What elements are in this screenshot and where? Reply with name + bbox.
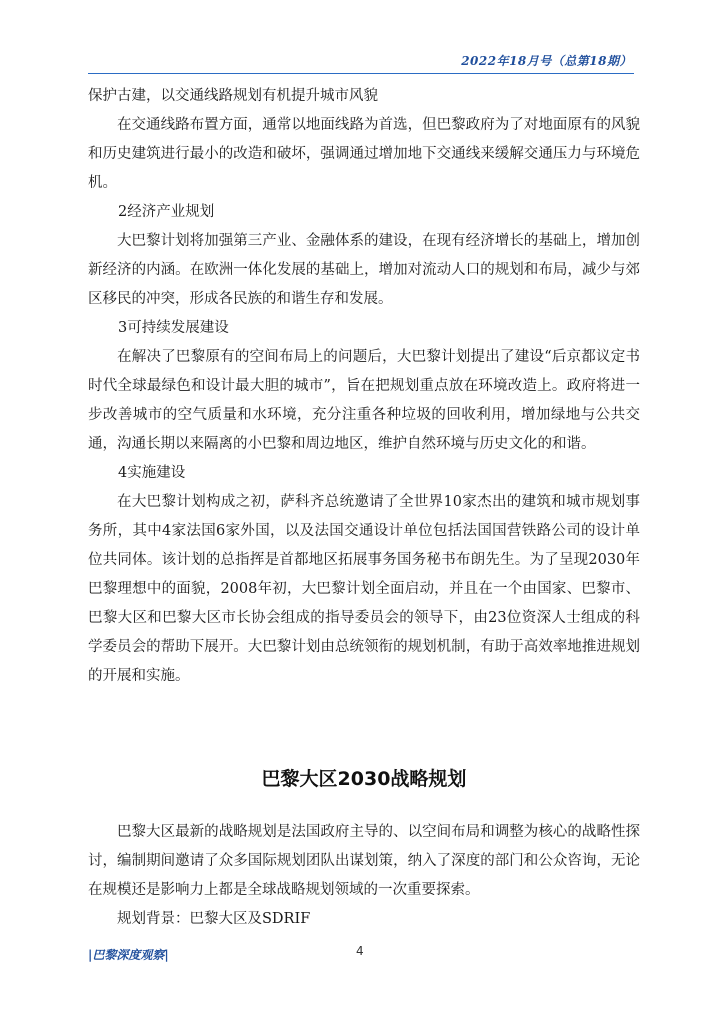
section-title: 巴黎大区2030战略规划 (261, 768, 467, 790)
paragraph-transport: 在交通线路布置方面，通常以地面线路为首选，但巴黎政府为了对地面原有的风貌和历史建筑进行最小的改造和破坏，强调通过增加地下交通线来缓解交通压力与环境危机。 (88, 117, 640, 191)
publication-name: |巴黎深度观察| (88, 948, 169, 962)
intro-line: 保护古建，以交通线路规划有机提升城市风貌 (88, 88, 378, 104)
heading-economy: 2经济产业规划 (118, 204, 215, 220)
heading-implementation: 4实施建设 (118, 465, 186, 481)
paragraph-sustainable: 在解决了巴黎原有的空间布局上的问题后，大巴黎计划提出了建设“后京都议定书时代全球最绿色和设计最大胆的城市”，旨在把规划重点放在环境改造上。政府将进一步改善城市的空气质量和水环境，充分注重各种垃圾的回收利用，增加绿地与公共交通，沟通长期以来隔离的小巴黎和周边地区，维护自然环境与历史文化的和谐。 (88, 349, 640, 452)
background-line: 规划背景：巴黎大区及SDRIF (117, 911, 311, 927)
paragraph-section-intro: 巴黎大区最新的战略规划是法国政府主导的、以空间布局和调整为核心的战略性探讨，编制期间邀请了众多国际规划团队出谋划策，纳入了深度的部门和公众咨询，无论在规模还是影响力上都是全球战略规划领域的一次重要探索。 (88, 824, 640, 898)
article-body (88, 82, 640, 691)
section-body (88, 818, 640, 934)
paragraph-economy: 大巴黎计划将加强第三产业、金融体系的建设，在现有经济增长的基础上，增加创新经济的内涵。在欧洲一体化发展的基础上，增加对流动人口的规划和布局，减少与郊区移民的冲突，形成各民族的和谐生存和发展。 (88, 233, 640, 307)
page-number: 4 (356, 944, 364, 958)
paragraph-implementation: 在大巴黎计划构成之初，萨科齐总统邀请了全世界10家杰出的建筑和城市规划事务所，其中4家法国6家外国，以及法国交通设计单位包括法国国营铁路公司的设计单位共同体。该计划的总指挥是首都地区拓展事务国务秘书布朗先生。为了呈现2030年巴黎理想中的面貌，2008年初，大巴黎计划全面启动，并且在一个由国家、巴黎市、巴黎大区和巴黎大区市长协会组成的指导委员会的领导下，由23位资深人士组成的科学委员会的帮助下展开。大巴黎计划由总统领衔的规划机制，有助于高效率地推进规划的开展和实施。 (88, 494, 640, 684)
issue-label: 2022年18月号（总第18期） (461, 54, 632, 68)
header-divider (88, 73, 634, 74)
heading-sustainable: 3可持续发展建设 (118, 320, 229, 336)
